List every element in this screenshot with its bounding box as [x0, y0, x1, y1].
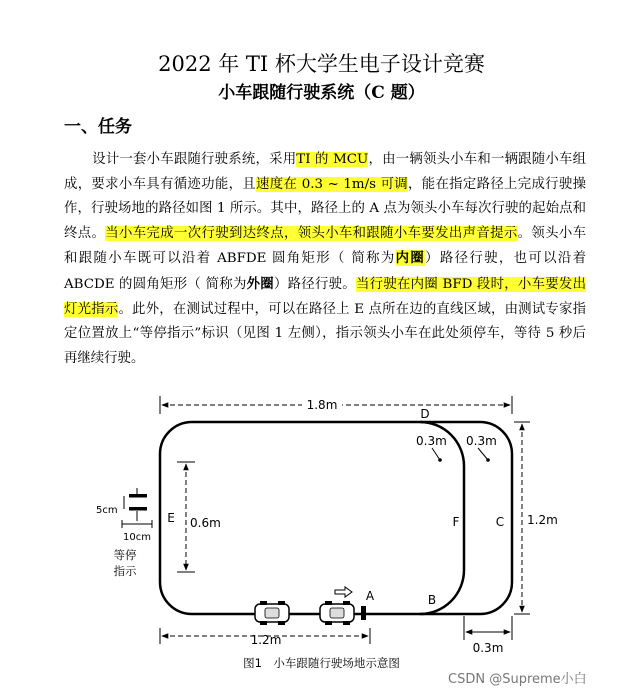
radius-outer-line — [478, 448, 488, 460]
para-seg-4: ，能在指定路径上完成行驶操作，行驶场地的路径如图 1 所示。其中，路径上的 A 点为领头小车每次行驶的起始点和终点。 — [64, 176, 586, 241]
leader-car-icon — [320, 601, 354, 625]
label-f: F — [452, 515, 460, 529]
figure-caption: 图1 小车跟随行驶场地示意图 — [243, 656, 400, 670]
para-seg-7: 内圈 — [395, 250, 426, 267]
label-c: C — [495, 515, 505, 529]
para-seg-8: ）路径行驶，也可以沿着 ABCDE 的圆角矩形（ 简称为 — [64, 251, 586, 292]
para-seg-6: 。领头小车和跟随小车既可以沿着 ABFDE 圆角矩形（ 简称为 — [64, 225, 587, 267]
dim-bottom-label: 1.2m — [250, 633, 282, 647]
follower-car-icon — [255, 601, 289, 625]
para-seg-11: 当行驶在内圈 BFD 段时，小车要发出灯光指示 — [64, 276, 586, 317]
dim-br-label: 0.3m — [472, 641, 504, 655]
radius-inner-center — [438, 458, 442, 462]
stop-sign-icon — [122, 488, 152, 528]
sign-label-1: 等停 — [113, 548, 137, 562]
radius-inner-label: 0.3m — [416, 434, 447, 448]
para-seg-12: 。此外，在测试过程中，可以在路径上 E 点所在边的直线区域，由测试专家指定位置放上“等停指示”标识（见图 1 左侧），指示领头小车在此处须停车，等待 5 秒后再继续行驶。 — [64, 301, 586, 366]
para-seg-3: 速度在 0.3 ~ 1m/s 可调 — [256, 176, 409, 192]
sign-dim-height: 5cm — [96, 505, 118, 516]
label-d: D — [420, 407, 430, 421]
para-seg-9: 外圈 — [246, 275, 274, 292]
para-seg-10: ）路径行驶。 — [273, 276, 356, 292]
section-heading: 一、任务 — [64, 117, 132, 137]
radius-outer-center — [486, 458, 490, 462]
dim-top-label: 1.8m — [306, 398, 338, 412]
sign-label-2: 指示 — [113, 564, 137, 578]
label-a: A — [365, 589, 375, 603]
sign-dim-width: 10cm — [123, 532, 151, 543]
dim-right-label: 1.2m — [527, 513, 558, 527]
label-b: B — [427, 593, 437, 607]
radius-outer-label: 0.3m — [466, 434, 497, 448]
para-seg-2: ，由一辆领头小车和一辆跟随小车组成，要求小车具有循迹功能，且 — [64, 152, 586, 192]
para-seg-1: TI 的 MCU — [296, 152, 369, 167]
para-seg-0: 设计一套小车跟随行驶系统，采用 — [92, 152, 297, 167]
radius-inner-line — [432, 448, 440, 460]
label-e: E — [167, 511, 175, 525]
watermark: CSDN @Supreme小白 — [448, 672, 587, 687]
dim-left-label: 0.6m — [190, 516, 221, 530]
page-subtitle: 小车跟随行驶系统（C 题） — [218, 83, 425, 103]
para-seg-5: 当小车完成一次行驶到达终点，领头小车和跟随小车要发出声音提示 — [105, 225, 518, 241]
direction-arrow-icon — [335, 587, 352, 597]
start-marker-a — [361, 606, 366, 620]
page-title: 2022 年 TI 杯大学生电子设计竞赛 — [158, 52, 485, 76]
